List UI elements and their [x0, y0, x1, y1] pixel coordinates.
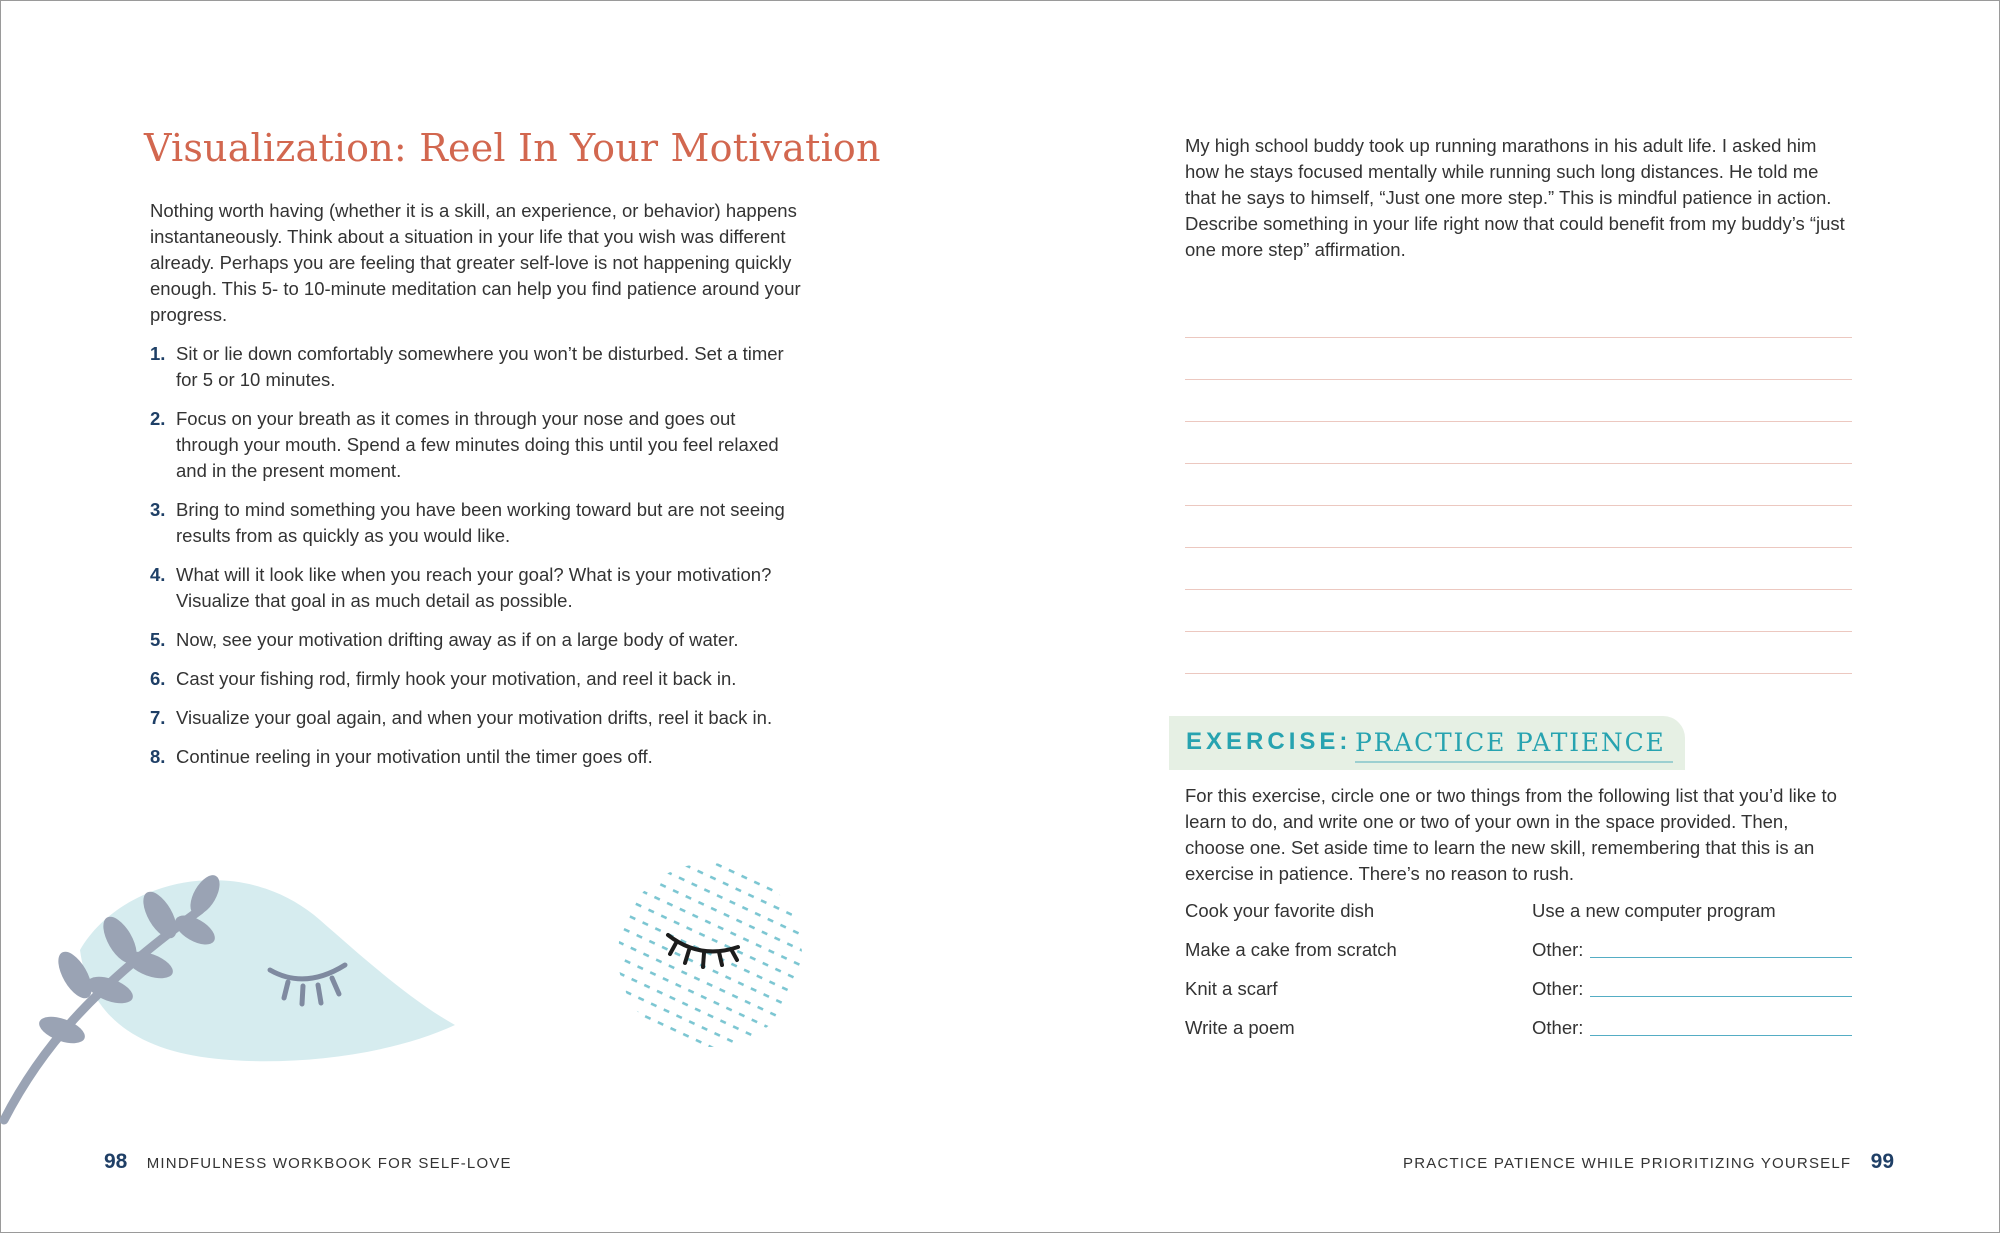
step-text: Visualize your goal again, and when your motivation drifts, reel it back in. — [176, 707, 773, 728]
other-label: Other: — [1532, 1017, 1584, 1038]
writing-line[interactable] — [1185, 464, 1852, 506]
step-item — [150, 705, 790, 731]
step-item — [150, 406, 790, 484]
step-item — [150, 497, 790, 549]
other-blank-line[interactable] — [1590, 957, 1852, 958]
writing-line[interactable] — [1185, 632, 1852, 674]
writing-line[interactable] — [1185, 338, 1852, 380]
intro-paragraph: Nothing worth having (whether it is a skill, an experience, or behavior) happens instantaneously. Think about a situation in your life that you wish was different already. Perhaps you are feeling that greater self-love is not happening quickly enough. This 5- to 10-minute meditation can help you find patience around your progress. — [150, 200, 801, 325]
step-text: Now, see your motivation drifting away as if on a large body of water. — [176, 629, 739, 650]
page-number: 99 — [1870, 1150, 1894, 1173]
step-number: 3. — [150, 499, 166, 520]
meditation-steps — [150, 341, 790, 783]
step-text: Continue reeling in your motivation until the timer goes off. — [176, 746, 653, 767]
step-text: Bring to mind something you have been working toward but are not seeing results from as quickly as you would like. — [176, 499, 785, 546]
step-number: 1. — [150, 343, 166, 364]
step-number: 6. — [150, 668, 166, 689]
step-text: Focus on your breath as it comes in through your nose and goes out through your mouth. Spend a few minutes doing this until you feel relaxed and in the present moment. — [176, 408, 779, 481]
step-text: Cast your fishing rod, firmly hook your motivation, and reel it back in. — [176, 668, 737, 689]
option-item: Use a new computer program — [1532, 900, 1776, 921]
step-item — [150, 562, 790, 614]
step-item — [150, 666, 790, 692]
writing-line[interactable] — [1185, 296, 1852, 338]
right-page — [1000, 0, 2000, 1233]
page-footer-left — [104, 1150, 512, 1174]
step-number: 5. — [150, 629, 166, 650]
step-text: Sit or lie down comfortably somewhere you won’t be disturbed. Set a timer for 5 or 10 minutes. — [176, 343, 784, 390]
writing-line[interactable] — [1185, 590, 1852, 632]
step-text: What will it look like when you reach your goal? What is your motivation? Visualize that goal in as much detail as possible. — [176, 564, 772, 611]
page-title: Visualization: Reel In Your Motivation — [144, 126, 881, 170]
writing-line[interactable] — [1185, 506, 1852, 548]
sprig-icon — [0, 870, 300, 1130]
page-number: 98 — [104, 1150, 128, 1173]
other-blank-line[interactable] — [1590, 996, 1852, 997]
exercise-label: EXERCISE: — [1186, 728, 1352, 755]
step-item — [150, 627, 790, 653]
dotted-circle-icon — [610, 855, 810, 1055]
option-item: Write a poem — [1185, 1017, 1295, 1038]
step-number: 8. — [150, 746, 166, 767]
step-number: 4. — [150, 564, 166, 585]
option-item: Knit a scarf — [1185, 978, 1278, 999]
writing-line[interactable] — [1185, 380, 1852, 422]
exercise-title-underline — [1355, 761, 1673, 763]
exercise-title: PRACTICE PATIENCE — [1355, 728, 1666, 757]
writing-line[interactable] — [1185, 548, 1852, 590]
exercise-instructions: For this exercise, circle one or two things from the following list that you’d like to learn to do, and write one or two of your own in the space provided. Then, choose one. Set aside time to learn the new skill, remembering that this is an exercise in patience. There’s no reason to rush. — [1185, 785, 1837, 884]
step-item — [150, 341, 790, 393]
option-item: Cook your favorite dish — [1185, 900, 1375, 921]
writing-lines[interactable] — [1185, 296, 1852, 674]
other-label: Other: — [1532, 939, 1584, 960]
step-number: 7. — [150, 707, 166, 728]
page-footer-right — [1403, 1150, 1894, 1174]
exercise-banner — [1169, 716, 1685, 770]
step-number: 2. — [150, 408, 166, 429]
option-item: Make a cake from scratch — [1185, 939, 1397, 960]
writing-line[interactable] — [1185, 422, 1852, 464]
running-title: PRACTICE PATIENCE WHILE PRIORITIZING YOURSELF — [1403, 1155, 1852, 1172]
running-title: MINDFULNESS WORKBOOK FOR SELF-LOVE — [146, 1155, 512, 1172]
other-label: Other: — [1532, 978, 1584, 999]
story-paragraph: My high school buddy took up running marathons in his adult life. I asked him how he stays focused mentally while running such long distances. He told me that he says to himself, “Just one more step.” This is mindful patience in action. Describe something in your life right now that could benefit from my buddy’s “just one more step” affirmation. — [1185, 135, 1845, 260]
step-item — [150, 744, 790, 770]
other-blank-line[interactable] — [1590, 1035, 1852, 1036]
